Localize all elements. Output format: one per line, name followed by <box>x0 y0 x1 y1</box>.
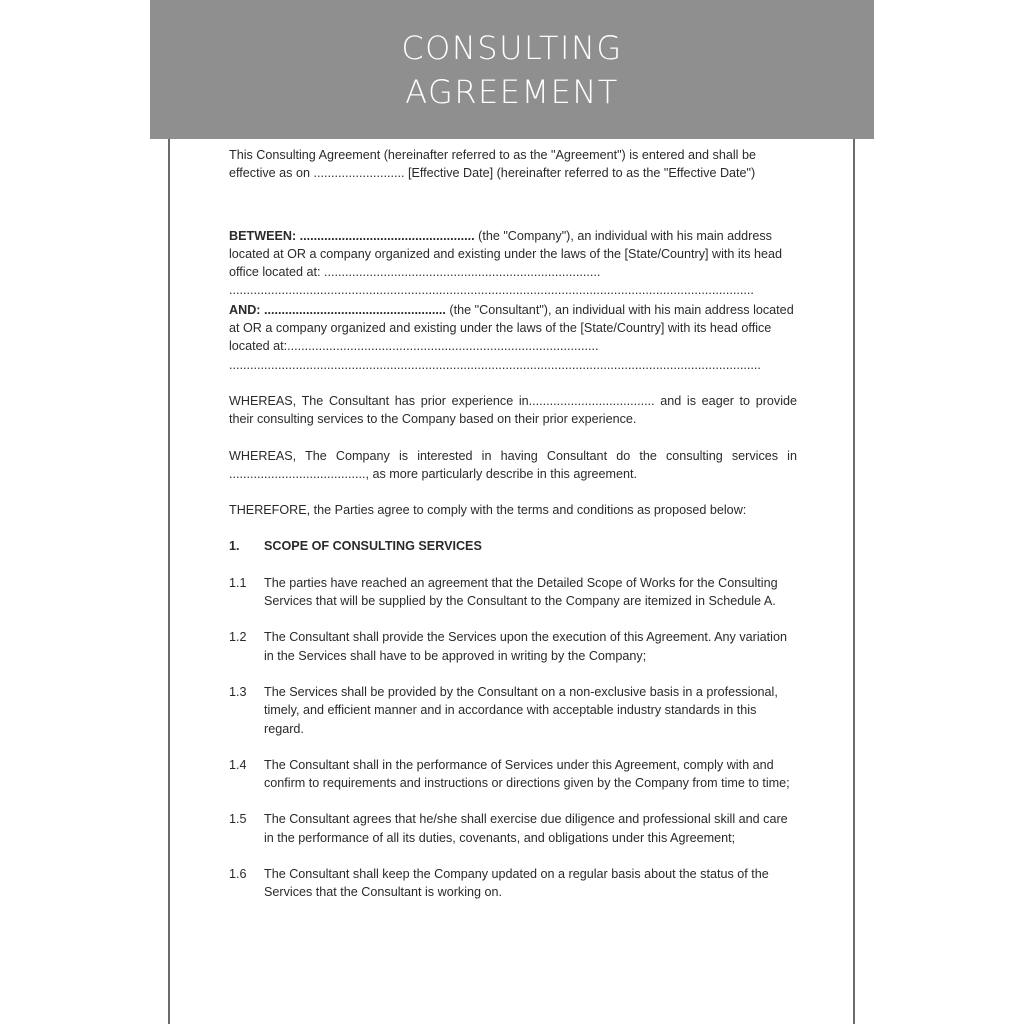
between-label: BETWEEN: <box>229 228 297 243</box>
clause-1-3 <box>229 683 797 738</box>
between-text-line1: (the "Company"), an individual with his main <box>474 228 724 243</box>
clause-number: 1.4 <box>229 757 247 772</box>
clause-1-4 <box>229 756 797 793</box>
and-text: (the "Consultant"), an individual with his main address located at OR a company organized and existing under the laws of the [State/Country] with its head office located at:......................................................................................... <box>229 302 794 354</box>
section-1-heading <box>229 537 797 555</box>
section-1-title: SCOPE OF CONSULTING SERVICES <box>264 539 482 554</box>
clause-text: The Consultant agrees that he/she shall exercise due diligence and professional skill and care in the performance of all its duties, covenants, and obligations under this Agreement; <box>264 812 788 845</box>
clause-text: The Services shall be provided by the Consultant on a non-exclusive basis in a professional, timely, and efficient manner and in accordance with acceptable industry standards in this regard. <box>264 684 778 736</box>
page-border-right <box>853 139 855 1024</box>
clause-1-5 <box>229 810 797 847</box>
clause-1-6 <box>229 865 797 902</box>
clause-1-1 <box>229 574 797 611</box>
between-text-rest: address located at OR a company organized and existing under the laws of the [State/Country] with its head office located at: ............................................................................... <box>229 228 783 280</box>
clause-number: 1.5 <box>229 812 247 827</box>
title-banner <box>150 0 874 139</box>
clause-number: 1.2 <box>229 630 247 645</box>
clause-number: 1.3 <box>229 684 247 699</box>
clause-number: 1.1 <box>229 575 247 590</box>
whereas-paragraph-2: WHEREAS, The Company is interested in having Consultant do the consulting services in ......................................., as more particularly describe in this agreement. <box>229 448 797 481</box>
clause-number: 1.6 <box>229 867 247 882</box>
company-name-blank[interactable]: .................................................. <box>296 228 475 243</box>
consultant-address-dotted-line[interactable]: ........................................................................................................................................................ <box>229 357 761 372</box>
clause-text: The Consultant shall provide the Services upon the execution of this Agreement. Any variation in the Services shall have to be approved in writing by the Company; <box>264 630 787 663</box>
intro-paragraph: This Consulting Agreement (hereinafter referred to as the "Agreement") is entered and shall be effective as on .......................... [Effective Date] (hereinafter referred to as the "Effective Date") <box>229 148 756 181</box>
page-border-left <box>168 139 170 1024</box>
consultant-name-blank[interactable]: .................................................... <box>260 302 446 317</box>
and-label: AND: <box>229 302 261 317</box>
company-address-dotted-line[interactable]: ...................................................................................................................................................... <box>229 283 754 298</box>
section-1-number: 1. <box>229 539 240 554</box>
clause-1-2 <box>229 628 797 665</box>
and-paragraph <box>229 301 797 356</box>
banner-title-line-1: CONSULTING <box>401 28 623 67</box>
clause-text: The parties have reached an agreement that the Detailed Scope of Works for the Consulting Services that will be supplied by the Consultant to the Company are itemized in Schedule A. <box>264 575 778 609</box>
clause-text: The Consultant shall in the performance of Services under this Agreement, comply with and confirm to requirements and instructions or directions given by the Company from time to time; <box>264 757 790 791</box>
clause-text: The Consultant shall keep the Company updated on a regular basis about the status of the Services that the Consultant is working on. <box>264 867 769 900</box>
document-body <box>229 146 797 902</box>
therefore-paragraph: THEREFORE, the Parties agree to comply with the terms and conditions as proposed below: <box>229 503 747 518</box>
whereas-paragraph-1: WHEREAS, The Consultant has prior experience in.................................... and is eager to provide their consulting services to the Company based on their prior experience. <box>229 393 797 427</box>
between-paragraph <box>229 227 797 282</box>
banner-title-line-2: AGREEMENT <box>405 72 619 111</box>
